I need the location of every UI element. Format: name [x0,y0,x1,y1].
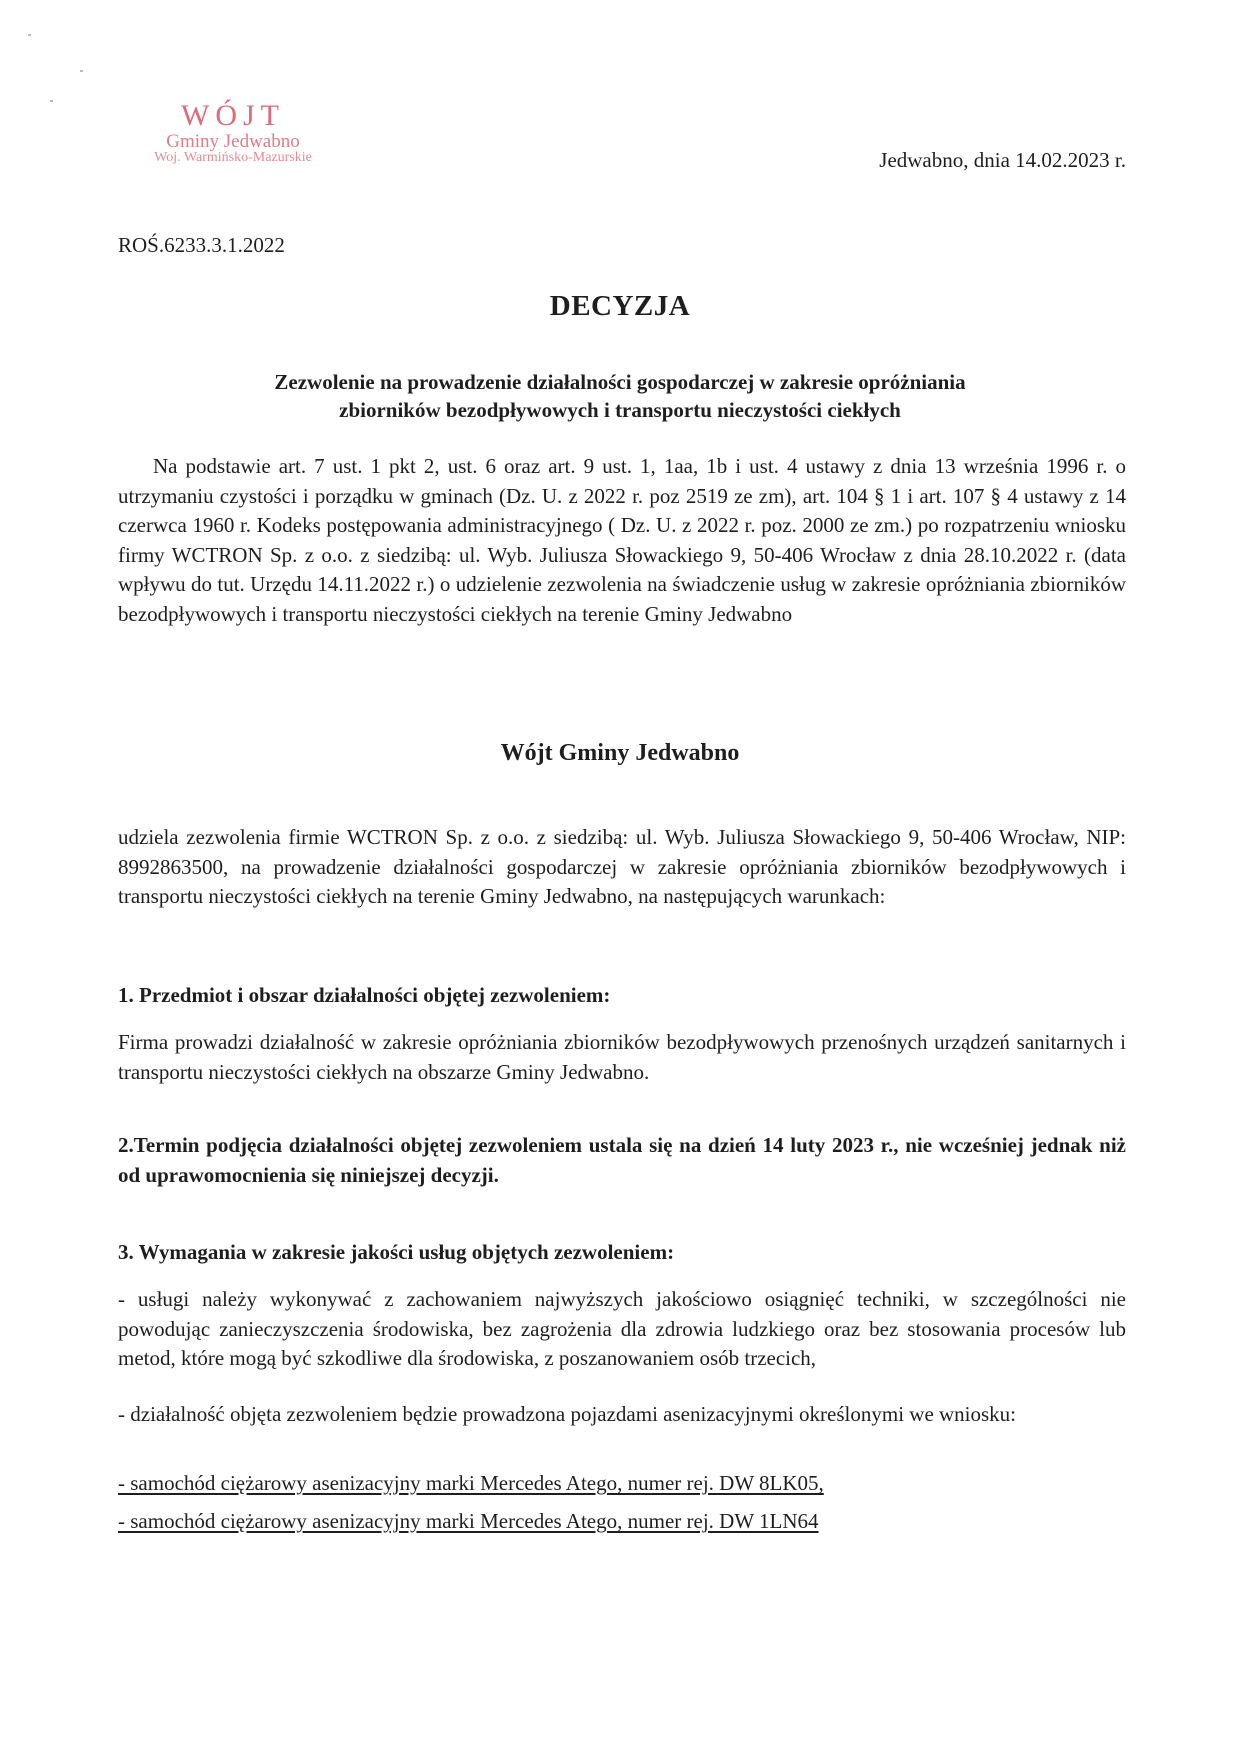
subtitle-line: Zezwolenie na prowadzenie działalności gospodarczej w zakresie opróżniania [274,370,966,394]
section-1-heading: 1. Przedmiot i obszar działalności objętej zezwoleniem: [118,983,611,1007]
scan-artifact [80,70,83,72]
vehicle-entry: - samochód ciężarowy asenizacyjny marki Mercedes Atego, numer rej. DW 1LN64 [118,1509,819,1533]
vehicle-entry: - samochód ciężarowy asenizacyjny marki Mercedes Atego, numer rej. DW 8LK05, [118,1471,824,1495]
section-3-item: - działalność objęta zezwoleniem będzie prowadzona pojazdami asenizacyjnymi określonymi we wniosku: [118,1402,1017,1426]
official-stamp [118,100,348,166]
legal-basis-paragraph: Na podstawie art. 7 ust. 1 pkt 2, ust. 6 oraz art. 9 ust. 1, 1aa, 1b i ust. 4 ustawy z dnia 13 września 1996 r. o utrzymaniu czystości i porządku w gminach (Dz. U. z 2022 r. poz 2519 ze zm), art. 104 § 1 i art. 107 § 4 ustawy z 14 czerwca 1960 r. Kodeks postępowania administracyjnego ( Dz. U. z 2022 r. poz. 2000 ze zm.) po rozpatrzeniu wniosku firmy WCTRON Sp. z o.o. z siedzibą: ul. Wyb. Juliusza Słowackiego 9, 50-406 Wrocław z dnia 28.10.2022 r. (data wpływu do tut. Urzędu 14.11.2022 r.) o udzielenie zezwolenia na świadczenie usług w zakresie opróżniania zbiorników bezodpływowych i transportu nieczystości ciekłych na terenie Gminy Jedwabno [118,454,1126,626]
reference-number: ROŚ.6233.3.1.2022 [118,233,285,257]
document-subtitle [150,368,1090,424]
scan-artifact [28,34,31,36]
document-date: Jedwabno, dnia 14.02.2023 r. [879,148,1126,172]
stamp-voivodeship: Woj. Warmińsko-Mazurskie [154,150,312,166]
subtitle-line: zbiorników bezodpływowych i transportu nieczystości ciekłych [339,398,901,422]
section-1-body: Firma prowadzi działalność w zakresie opróżniania zbiorników bezodpływowych przenośnych urządzeń sanitarnych i transportu nieczystości ciekłych na obszarze Gminy Jedwabno. [118,1030,1126,1084]
section-2-heading: 2.Termin podjęcia działalności objętej zezwoleniem ustala się na dzień 14 luty 2023 r., nie wcześniej jednak niż od uprawomocnienia się niniejszej decyzji. [118,1133,1126,1187]
scan-artifact [50,100,53,102]
grant-paragraph: udziela zezwolenia firmie WCTRON Sp. z o.o. z siedzibą: ul. Wyb. Juliusza Słowackiego 9, 50-406 Wrocław, NIP: 8992863500, na prowadzenie działalności gospodarczej w zakresie opróżniania zbiorników bezodpływowych i transportu nieczystości ciekłych na terenie Gminy Jedwabno, na następujących warunkach: [118,825,1126,908]
document-title: DECYZJA [549,290,691,322]
section-3-item: - usługi należy wykonywać z zachowaniem najwyższych jakościowo osiągnięć techniki, w szczególności nie powodując zanieczyszczenia środowiska, bez zagrożenia dla zdrowia ludzkiego oraz bez stosowania procesów lub metod, które mogą być szkodliwe dla środowiska, z poszanowaniem osób trzecich, [118,1287,1126,1370]
stamp-title: WÓJT [181,99,285,132]
section-3-heading: 3. Wymagania w zakresie jakości usług objętych zezwoleniem: [118,1240,675,1264]
stamp-municipality: Gminy Jedwabno [166,130,300,152]
issuer-heading: Wójt Gminy Jedwabno [500,740,740,766]
